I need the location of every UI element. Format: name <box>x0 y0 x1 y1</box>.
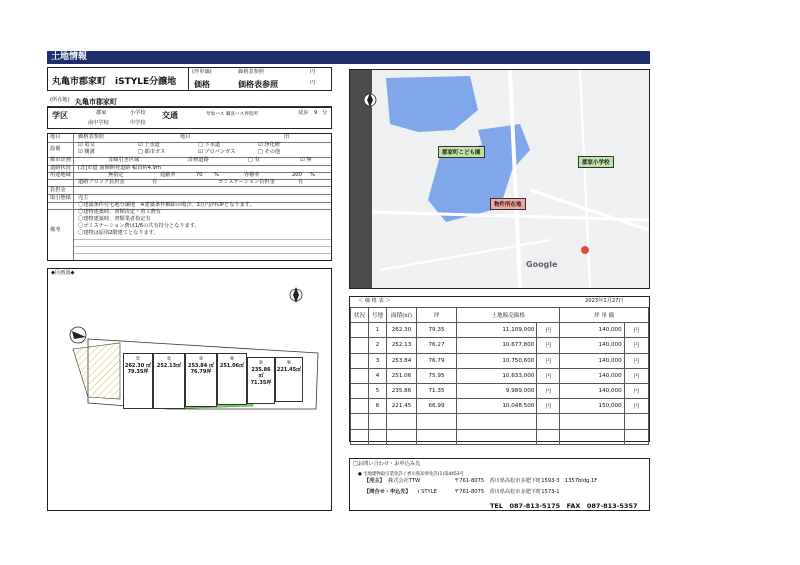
cell: 76.27 <box>417 338 457 353</box>
walk-value: 9 <box>314 110 318 116</box>
cell: 11,109,000 <box>457 323 537 338</box>
table-row <box>351 368 649 383</box>
table-row <box>351 399 649 414</box>
cell: 円 <box>624 383 648 398</box>
contact-tel: TEL 087-813-5175 FAX 087-813-5357 <box>490 502 638 510</box>
site-plan <box>47 268 332 511</box>
cell: 2 <box>369 338 387 353</box>
far-label: 容積率 <box>244 172 260 178</box>
lot-2-sqm: 252.13㎡ <box>156 362 182 369</box>
cell: 140,000 <box>560 383 624 398</box>
lot-6-no: ⑥ <box>286 360 292 366</box>
price-table-header <box>351 308 649 323</box>
cell: 円 <box>537 399 560 414</box>
cell: 235.86 <box>387 383 417 398</box>
lot-1 <box>123 353 153 409</box>
table-row <box>351 323 649 338</box>
lot-3-sqm: 253.84 ㎡ <box>187 362 215 369</box>
cell: 10,750,600 <box>457 353 537 368</box>
compass-icon <box>70 327 86 343</box>
note-1: 〇建築条件付宅地分譲地 ※建築条件解除の場合、3万円/坪UPとなります。 <box>78 202 255 208</box>
contact-box <box>349 458 650 511</box>
facility-3: □ 下水道 <box>198 142 221 148</box>
table-row <box>351 414 649 429</box>
cell: 10,048,500 <box>457 399 537 414</box>
lot-1-tsubo: 79.35坪 <box>127 369 149 375</box>
lot-3-no: ③ <box>198 356 204 362</box>
lot-2 <box>153 353 185 409</box>
land-type-value: 田 <box>284 134 290 140</box>
road-value: [北]市道 南側開発道路 幅員約4.9m <box>78 165 161 171</box>
lot-3-tsubo: 76.79坪 <box>190 369 212 375</box>
lot-4 <box>217 353 247 405</box>
map-label-site: 物件所在地 <box>490 198 526 210</box>
cell: 262.30 <box>387 323 417 338</box>
details-table <box>47 133 332 261</box>
location-row <box>47 96 332 107</box>
road-label: 道路状況 <box>50 165 71 171</box>
price-note-unit: 円 <box>310 69 316 75</box>
cell: 9,989,000 <box>457 383 537 398</box>
header-status: 状況 <box>351 308 369 323</box>
far-value: 200 <box>292 172 302 178</box>
cell <box>351 338 369 353</box>
note-3: 〇建物建築時、書類業者指定有 <box>78 216 151 222</box>
cell: 75.95 <box>417 368 457 383</box>
land-cat-label: 地目 <box>50 134 61 140</box>
mid-label: 中学校 <box>130 120 146 126</box>
property-name: 丸亀市郡家町 iSTYLE分譲地 <box>52 77 177 87</box>
agent-address: 〒761-8075 香川県高松市多肥下町1573-1 <box>454 489 560 495</box>
note-4: 〇ゴミステーション費は1/6の共有持分となります。 <box>78 223 200 229</box>
cell: 221.45 <box>387 399 417 414</box>
lot-5-sqm: 235.86 ㎡ <box>251 366 271 379</box>
price-table <box>350 307 649 445</box>
cell: 円 <box>624 353 648 368</box>
cell: 6 <box>369 399 387 414</box>
header-area: 面積(㎡) <box>387 308 417 323</box>
cell: 3 <box>369 353 387 368</box>
cell: 円 <box>624 399 648 414</box>
cell <box>351 323 369 338</box>
cell: 252.13 <box>387 338 417 353</box>
cell: 140,000 <box>560 338 624 353</box>
seller-label: 【売主】 <box>364 478 385 484</box>
contact-license: ● 宅地建物取引業免許 / 香川県知事免許(1)第4453号 <box>358 472 464 477</box>
trade-value: 売主 <box>78 195 89 201</box>
header-unit-price: 坪 単 価 <box>560 308 649 323</box>
table-row <box>351 383 649 398</box>
mid-area: 南中学校 <box>88 120 109 126</box>
bcr-label: 建蔽率 <box>160 172 176 178</box>
bcr-value: 70 <box>196 172 203 178</box>
cell: 円 <box>537 338 560 353</box>
cell: 76.79 <box>417 353 457 368</box>
gomi-value: 有 <box>298 179 304 185</box>
cell: 円 <box>537 383 560 398</box>
map-drawing <box>350 70 649 288</box>
cell: 円 <box>624 368 648 383</box>
seller-name: 株式会社TTW <box>388 478 421 484</box>
plan-road-label: 計画道路 <box>188 157 209 163</box>
cell <box>351 353 369 368</box>
header-price: 土地販売価格 <box>457 308 560 323</box>
cell: 79.35 <box>417 323 457 338</box>
price-unit: 円 <box>310 80 316 86</box>
land-type-label: 地目 <box>180 134 191 140</box>
map-label-kindergarten: 郡家町こども園 <box>438 146 485 158</box>
owner-label: 負担金 <box>50 187 66 193</box>
contact-title: □お問い合わせ・お申込み先 <box>353 461 421 467</box>
cell: 66.99 <box>417 399 457 414</box>
lot-3 <box>185 353 217 407</box>
plan-road-yes: □ 有 <box>248 157 260 163</box>
property-title-box <box>47 67 332 91</box>
cell: 5 <box>369 383 387 398</box>
lot-5-tsubo: 71.35坪 <box>250 379 272 386</box>
block-value: 有 <box>152 179 158 185</box>
location-label: (所在地) <box>50 97 70 103</box>
price-table-title: ＜ 価 格 表 ＞ <box>358 298 391 304</box>
cell: 10,677,800 <box>457 338 537 353</box>
header-lot: 号地 <box>369 308 387 323</box>
cell: 140,000 <box>560 368 624 383</box>
price-table-date: 2023年1月27日 <box>585 298 624 304</box>
cell: 10,633,000 <box>457 368 537 383</box>
table-row <box>351 338 649 353</box>
lot-4-no: ④ <box>229 356 235 362</box>
use-zone-label: 用途地域 <box>50 172 71 178</box>
location-value: 丸亀市郡家町 <box>75 98 117 106</box>
cell: 251.06 <box>387 368 417 383</box>
location-map[interactable] <box>349 69 650 289</box>
block-label: 道路ブロック負担金 <box>78 179 125 185</box>
price-note-label: (坪単価) <box>192 69 212 75</box>
cell: 140,000 <box>560 353 624 368</box>
note-5: 〇建物は原則2階建てとなります。 <box>78 230 159 236</box>
map-label-school: 郡家小学校 <box>578 156 614 168</box>
plan-road-no: ☑ 無 <box>300 157 312 163</box>
facilities-label: 設備 <box>50 146 61 152</box>
facility-4: ☑ 浄化槽 <box>258 142 280 148</box>
city-plan-label: 都市計画 <box>50 157 71 163</box>
header-tsubo: 坪 <box>417 308 457 323</box>
land-cat-value: 価格表参照 <box>78 134 104 140</box>
lot-5 <box>247 357 275 404</box>
lot-1-no: ① <box>135 356 141 362</box>
cell <box>351 383 369 398</box>
cell: 1 <box>369 323 387 338</box>
section-header: 土地情報 <box>47 51 650 64</box>
price-table-box <box>349 296 650 442</box>
cell: 150,000 <box>560 399 624 414</box>
gomi-label: ゴミステーション負担金 <box>218 179 275 185</box>
use-zone-value: 無指定 <box>108 172 124 178</box>
elem-label: 小学校 <box>130 110 146 116</box>
far-unit: % <box>310 172 315 178</box>
google-logo: Google <box>526 260 558 269</box>
transport-label: 交通 <box>162 111 178 120</box>
note-2: 〇建物建築時、書類決定・着工費有 <box>78 209 162 215</box>
price-value: 価格表参照 <box>238 80 278 89</box>
seller-address: 〒761-8075 香川県高松市多肥下町1593-3 1357bldg.1F <box>454 478 598 484</box>
lot-6-sqm: 221.45㎡ <box>276 366 302 373</box>
facility-5: ☑ 側溝 <box>78 149 95 155</box>
cell: 円 <box>537 323 560 338</box>
walk-label: 徒歩 <box>298 110 309 116</box>
cell: 円 <box>624 338 648 353</box>
elem-area: 郡家 <box>96 110 107 116</box>
cell <box>351 368 369 383</box>
notes-label: 備考 <box>50 227 61 233</box>
facility-7: ☑ プロパンガス <box>198 149 236 155</box>
trade-label: 取引態様 <box>50 195 71 201</box>
cell: 253.84 <box>387 353 417 368</box>
price-note-value: 価格表参照 <box>238 69 264 75</box>
facility-8: □ その他 <box>258 149 281 155</box>
walk-unit: 分 <box>322 110 328 116</box>
facility-2: ☑ 上水道 <box>138 142 160 148</box>
price-label: 価格 <box>194 80 210 89</box>
site-plan-title: ◆区画図◆ <box>51 270 75 276</box>
facility-1: ☑ 電気 <box>78 142 95 148</box>
cell: 円 <box>624 323 648 338</box>
cell <box>351 399 369 414</box>
lot-1-sqm: 262.30 ㎡ <box>124 362 152 369</box>
agent-name: i STYLE <box>418 489 437 495</box>
city-plan-value: 非線引き区域 <box>108 157 140 163</box>
transport-value: 琴参バス 職洛バス停留所 <box>206 112 258 117</box>
cell: 4 <box>369 368 387 383</box>
table-row <box>351 353 649 368</box>
cell: 円 <box>537 353 560 368</box>
facility-6: □ 都市ガス <box>138 149 166 155</box>
bcr-unit: % <box>214 172 219 178</box>
agent-label: 【問合せ・申込先】 <box>364 489 411 495</box>
lot-5-no: ⑤ <box>258 360 264 366</box>
lot-2-no: ② <box>166 356 172 362</box>
table-row <box>351 429 649 444</box>
cell: 140,000 <box>560 323 624 338</box>
school-label: 学区 <box>52 111 68 120</box>
lot-6 <box>275 357 303 402</box>
cell: 円 <box>537 368 560 383</box>
cell: 71.35 <box>417 383 457 398</box>
school-transport-box <box>47 107 332 129</box>
lot-4-sqm: 251.06㎡ <box>219 362 245 369</box>
